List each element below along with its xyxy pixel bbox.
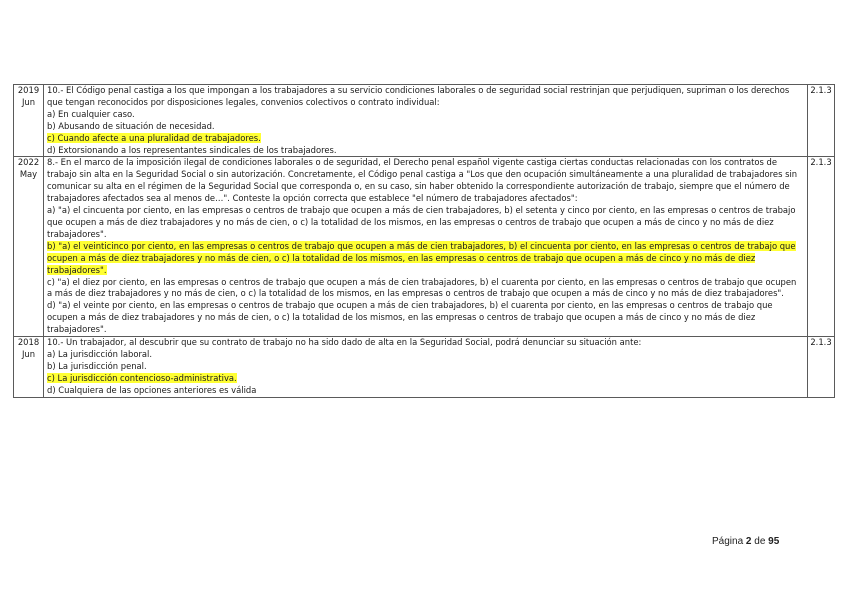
exam-year: 2019 xyxy=(17,85,40,95)
page-label: Página xyxy=(712,536,744,547)
answer-option: d) Cualquiera de las opciones anteriores es válida xyxy=(47,384,257,395)
exam-date-cell xyxy=(14,157,44,337)
answer-highlight: b) "a) el veinticinco por ciento, en las empresas o centros de trabajo que ocupen a más de cien trabajadores, b) el cincuenta por ciento, en las empresas o centros de trabajo que ocupen a más de diez trabajadores y no más de cien, o c) la totalidad de los mismos, en las empresas o centros de trabajo que ocupen a más de cinco y no más de diez trabajadores". xyxy=(47,240,796,275)
exam-year: 2022 xyxy=(17,157,40,168)
question-cell xyxy=(44,157,808,337)
topic-code: 2.1.3 xyxy=(808,157,835,337)
total-pages-number: 95 xyxy=(768,536,780,547)
exam-date-cell xyxy=(14,337,44,398)
exam-month: May xyxy=(19,169,38,180)
answer-highlight: c) Cuando afecte a una pluralidad de trabajadores. xyxy=(47,132,261,143)
correct-answer-option xyxy=(47,241,804,277)
question-cell xyxy=(44,85,808,157)
answer-option: d) "a) el veinte por ciento, en las empresas o centros de trabajo que ocupen a más de cien trabajadores, b) el cuarenta por ciento, en las empresas o centros de trabajo que ocupen a más de diez trabajadores y no más de cien, o c) la totalidad de los mismos, en las empresas o centros de trabajo que ocupen a más de cinco y no más de diez trabajadores". xyxy=(47,300,773,335)
answer-option: a) "a) el cincuenta por ciento, en las empresas o centros de trabajo que ocupen a más de cien trabajadores, b) el setenta y cinco por ciento, en las empresas o centros de trabajo que ocupen a más de diez trabajadores y no más de cien, o c) la totalidad de los mismos, en las empresas o centros de trabajo que ocupen a más de cinco y no más de diez trabajadores". xyxy=(47,205,796,239)
exam-date-cell xyxy=(14,85,44,157)
exam-year: 2018 xyxy=(17,337,40,348)
question-text: 10.- El Código penal castiga a los que impongan a los trabajadores a su servicio condiciones laborales o de seguridad social restrinjan que perjudiquen, supriman o los derechos que tengan reconocidos por disposiciones legales, convenios colectivos o contrato individual: xyxy=(47,85,790,107)
answer-option: d) Extorsionando a los representantes sindicales de los trabajadores. xyxy=(47,144,337,155)
table-row xyxy=(14,337,835,398)
exam-month: Jun xyxy=(21,96,36,107)
answer-highlight: c) La jurisdicción contencioso-administrativa. xyxy=(47,372,237,383)
page-number-footer xyxy=(712,536,779,547)
answer-option: b) Abusando de situación de necesidad. xyxy=(47,120,215,131)
answer-option: b) La jurisdicción penal. xyxy=(47,360,147,371)
question-cell xyxy=(44,337,808,398)
topic-code: 2.1.3 xyxy=(808,85,835,157)
answer-option: c) "a) el diez por ciento, en las empresas o centros de trabajo que ocupen a más de cien trabajadores, b) el cuarenta por ciento, en las empresas o centros de trabajo que ocupen a más de diez trabajadores y no más de cien, o c) la totalidad de los mismos, en las empresas o centros de trabajo que ocupen a más de cinco y no más de diez trabajadores". xyxy=(47,276,797,299)
question-text: 10.- Un trabajador, al descubrir que su contrato de trabajo no ha sido dado de alta en la Seguridad Social, podrá denunciar su situación ante: xyxy=(47,337,642,348)
page-of-label: de xyxy=(754,536,766,547)
table-row xyxy=(14,157,835,337)
exam-month: Jun xyxy=(21,348,36,359)
correct-answer-option xyxy=(47,373,804,385)
answer-option: a) La jurisdicción laboral. xyxy=(47,348,153,359)
table-row xyxy=(14,85,835,157)
current-page-number: 2 xyxy=(745,536,752,547)
topic-code: 2.1.3 xyxy=(808,337,835,398)
question-text: 8.- En el marco de la imposición ilegal de condiciones laborales o de seguridad, el Derecho penal español vigente castiga ciertas conductas relacionadas con los contratos de trabajo sin alta en la Seguridad Social o sin autorización. Concretamente, el Código penal castiga a "Los que den ocupación simultáneamente a una pluralidad de trabajadores sin comunicar su alta en el régimen de la Seguridad Social que corresponda o, en su caso, sin haber obtenido la correspondiente autorización de trabajo, siempre que el número de trabajadores afectados sea al menos de…". Conteste la opción correcta que establece "el número de trabajadores afectados": xyxy=(47,157,798,204)
correct-answer-option xyxy=(47,133,804,145)
answer-option: a) En cualquier caso. xyxy=(47,108,135,119)
questions-table xyxy=(13,84,835,398)
